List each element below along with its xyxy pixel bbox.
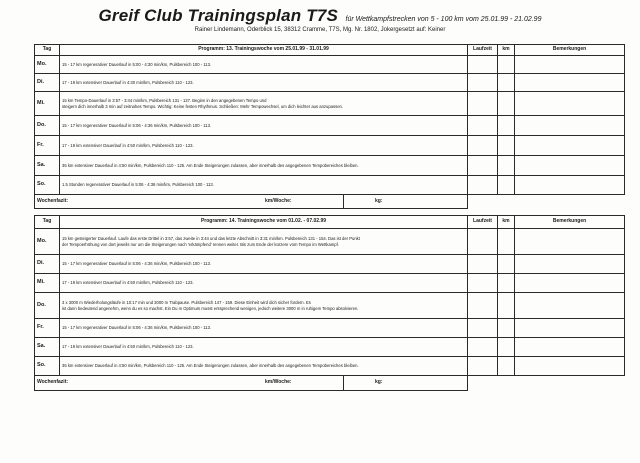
day-label: Sa. [35,338,60,357]
laufzeit-cell[interactable] [468,293,498,319]
workout-text [60,293,468,319]
laufzeit-cell[interactable] [468,229,498,255]
laufzeit-cell[interactable] [468,156,498,176]
title-note: für Wettkampfstrecken von 5 - 100 km vom 25.01.99 - 21.02.99 [345,16,542,23]
day-label: Mi. [35,274,60,293]
notes-cell[interactable] [515,338,625,357]
km-cell[interactable] [498,116,515,136]
notes-cell[interactable] [515,92,625,116]
day-label: Mo. [35,229,60,255]
km-cell[interactable] [498,229,515,255]
footer-blank [468,195,625,209]
day-label: Mi. [35,92,60,116]
workout-text: 35 km extensiver Dauerlauf in 4:50 min/km, Pulsbereich 110 - 125. Am Ende Steigerungen zulassen, aber innerhalb des angegebenen Tempobereiches bleiben. [60,357,468,376]
km-cell[interactable] [498,56,515,74]
workout-text: 17 - 19 km extensiver Dauerlauf in 4:50 min/km, Pulsbereich 110 - 123. [60,338,468,357]
kg-label: kg: [375,379,383,385]
divider [343,376,344,390]
km-cell[interactable] [498,293,515,319]
table-row [35,293,625,319]
notes-cell[interactable] [515,116,625,136]
notes-cell[interactable] [515,255,625,274]
workout-text: 17 - 19 km extensiver Dauerlauf in 4:50 min/km, Pulsbereich 110 - 123. [60,136,468,156]
notes-cell[interactable] [515,74,625,92]
col-km: km [498,216,515,229]
col-tag: Tag [35,216,60,229]
footer-blank [468,376,625,391]
table-row [35,176,625,195]
km-cell[interactable] [498,92,515,116]
day-label: So. [35,357,60,376]
page-header [0,6,640,33]
table-row [35,255,625,274]
workout-line: 3 x 3000 m Wiederholungsläufe in 10:17 min und 3000 m Trabpause. Pulsbereich 147 - 159. Diese Einheit wird dich sicher fordern. Es [62,300,311,306]
km-cell[interactable] [498,319,515,338]
workout-line: steigern dich innerhalb 3 min auf zeitnahes Tempo. Wichtig: Keine festen Rhythmus. Schließen: Mehr Tempowechsel, um dich leichter aus anzupassen. [62,103,344,109]
week-2-footer-row [35,376,625,391]
laufzeit-cell[interactable] [468,338,498,357]
day-label: Mo. [35,56,60,74]
km-cell[interactable] [498,274,515,293]
notes-cell[interactable] [515,293,625,319]
km-woche-label: km/Woche: [265,379,292,385]
workout-text: 17 - 19 km extensiver Dauerlauf in 4:30 min/km, Pulsbereich 110 - 123. [60,74,468,92]
table-row [35,92,625,116]
workout-text: 15 - 17 km regenerativer Dauerlauf in 5:06 - 4:36 min/km, Pulsbereich 100 - 113. [60,116,468,136]
wochenfazit-label: Wochenfazit: [37,198,69,204]
workout-text: 15 - 17 km regenerativer Dauerlauf in 5:00 - 4:30 min/km, Pulsbereich 100 - 113. [60,56,468,74]
table-row [35,319,625,338]
week-1-table [34,44,625,209]
col-laufzeit: Laufzeit [468,45,498,56]
day-label: Di. [35,74,60,92]
table-row [35,229,625,255]
week-1-program: Programm: 13. Trainingswoche vom 25.01.99 - 31.01.99 [60,45,468,56]
week-2-program: Programm: 14. Trainingswoche vom 01.02. - 07.02.99 [60,216,468,229]
day-label: Do. [35,293,60,319]
table-row [35,338,625,357]
table-row [35,74,625,92]
laufzeit-cell[interactable] [468,274,498,293]
workout-line: 15 km Tempo-Dauerlauf in 3:57 - 3:44 min/km, Pulsbereich 131 - 137. Beginn in den angegebenen Tempo und [62,98,267,104]
week-2-footer [35,376,468,391]
laufzeit-cell[interactable] [468,74,498,92]
laufzeit-cell[interactable] [468,92,498,116]
table-row [35,357,625,376]
table-row [35,156,625,176]
km-woche-label: km/Woche: [265,198,292,204]
notes-cell[interactable] [515,176,625,195]
page-title: Greif Club Trainingsplan T7S [98,6,339,25]
notes-cell[interactable] [515,229,625,255]
km-cell[interactable] [498,176,515,195]
workout-text: 1.5 Stunden regenerativer Dauerlauf in 5:06 - 4:36 min/km, Pulsbereich 100 - 113. [60,176,468,195]
workout-text [60,92,468,116]
table-row [35,56,625,74]
col-bemerkungen: Bemerkungen [515,216,625,229]
laufzeit-cell[interactable] [468,319,498,338]
workout-text: 15 - 17 km regenerativer Dauerlauf in 5:06 - 4:36 min/km, Pulsbereich 100 - 113. [60,319,468,338]
laufzeit-cell[interactable] [468,176,498,195]
athlete-info: Rainer Lindemann, Oderblick 15, 38312 Cramme, T7S, Mg. Nr. 1802, Jokergesetzt auf: Keiner [194,27,446,33]
km-cell[interactable] [498,74,515,92]
notes-cell[interactable] [515,156,625,176]
wochenfazit-label: Wochenfazit: [37,379,69,385]
laufzeit-cell[interactable] [468,116,498,136]
table-row [35,116,625,136]
week-2-table [34,215,625,391]
table-row [35,136,625,156]
workout-text: 35 km extensiver Dauerlauf in 4:50 min/km, Pulsbereich 110 - 125. Am Ende Steigerungen zulassen, aber innerhalb des angegebenen Tempobereiches bleiben. [60,156,468,176]
week-1-footer-row [35,195,625,209]
col-km: km [498,45,515,56]
divider [343,195,344,208]
notes-cell[interactable] [515,357,625,376]
workout-line: der Tempoerhöhung von dort jeweils nur um die Steigerungen nach 'erkämpfend' rennen weiter. Bis zum Ende der kürzere vom Tempo im Wettkampf. [62,241,339,247]
notes-cell[interactable] [515,136,625,156]
km-cell[interactable] [498,357,515,376]
week-2-header-row [35,216,625,229]
table-row [35,274,625,293]
col-tag: Tag [35,45,60,56]
laufzeit-cell[interactable] [468,56,498,74]
workout-line: 15 km gesteigerter Dauerlauf. Laufe das erste Drittel in 3:57, das zweite in 3:44 und das letzte Abschnitt in 3:31 min/km. Pulsbereich 131 - 154. Das ist der Punkt [62,236,360,242]
km-cell[interactable] [498,255,515,274]
notes-cell[interactable] [515,274,625,293]
workout-text: 15 - 17 km regenerativer Dauerlauf in 5:06 - 4:36 min/km, Pulsbereich 100 - 113. [60,255,468,274]
kg-label: kg: [375,198,383,204]
laufzeit-cell[interactable] [468,255,498,274]
day-label: Fr. [35,319,60,338]
notes-cell[interactable] [515,319,625,338]
workout-text: 17 - 19 km extensiver Dauerlauf in 4:50 min/km, Pulsbereich 110 - 123. [60,274,468,293]
day-label: Sa. [35,156,60,176]
km-cell[interactable] [498,156,515,176]
laufzeit-cell[interactable] [468,357,498,376]
km-cell[interactable] [498,136,515,156]
workout-text [60,229,468,255]
workout-line: ist dann bedeutend angenehm, wenn du es so machst. Ein Du m Optimum musst entsprechend wenigen, jedoch weitere 3000 m in ruhigem Tempo absolvieren. [62,305,359,311]
day-label: Do. [35,116,60,136]
week-1-header-row [35,45,625,56]
week-1-footer [35,195,468,209]
day-label: So. [35,176,60,195]
day-label: Di. [35,255,60,274]
day-label: Fr. [35,136,60,156]
col-laufzeit: Laufzeit [468,216,498,229]
km-cell[interactable] [498,338,515,357]
title-line [0,6,640,26]
laufzeit-cell[interactable] [468,136,498,156]
notes-cell[interactable] [515,56,625,74]
col-bemerkungen: Bemerkungen [515,45,625,56]
